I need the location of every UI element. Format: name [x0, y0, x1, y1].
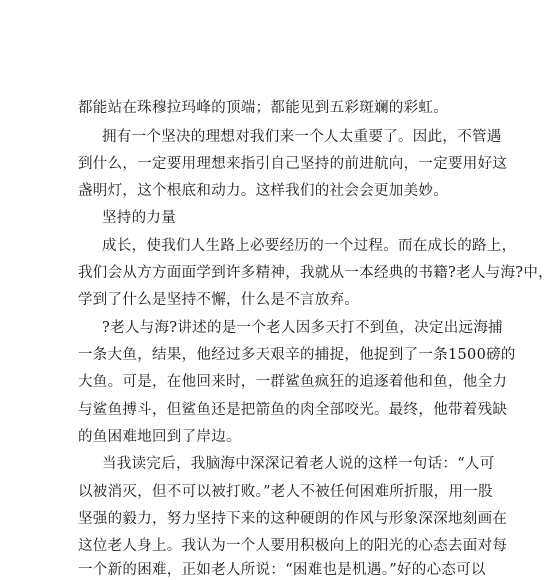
text-line: 的鱼困难地回到了岸边。	[78, 429, 241, 445]
text-line: 我们会从方方面面学到许多精神，我就从一本经典的书籍?老人与海?中，	[78, 265, 553, 281]
text-line: 都能站在珠穆拉玛峰的顶端；都能见到五彩斑斓的彩虹。	[78, 100, 448, 116]
text-line: 一条大鱼，结果，他经过多天艰辛的捕捉，他捉到了一条1500磅的	[78, 347, 516, 363]
text-line: 与鲨鱼搏斗，但鲨鱼还是把箭鱼的肉全部咬光。最终，他带着残缺	[78, 402, 508, 418]
text-line: 大鱼。可是，在他回来时，一群鲨鱼疯狂的追逐着他和鱼，他全力	[78, 374, 508, 390]
text-line: 以被消灭，但不可以被打败。”老人不被任何困难所折服，用一股	[78, 484, 493, 500]
text-line: 坚强的毅力，努力坚持下来的这种硬朗的作风与形象深深地刻画在	[78, 511, 508, 527]
text-line: 学到了什么是坚持不懈，什么是不言放弃。	[78, 292, 360, 308]
section-heading: 坚持的力量	[102, 210, 176, 226]
text-line: 当我读完后，我脑海中深深记着老人说的这样一句话：“人可	[102, 456, 495, 472]
text-line: ?老人与海?讲述的是一个老人因多天打不到鱼，决定出远海捕	[102, 320, 503, 336]
text-line: 盏明灯，这个根底和动力。这样我们的社会会更加美妙。	[78, 183, 448, 199]
text-line: 这位老人身上。我认为一个人要用积极向上的阳光的心态去面对每	[78, 538, 508, 554]
text-line: 一个新的困难，正如老人所说：“困难也是机遇。”好的心态可以	[78, 562, 486, 578]
text-line: 成长，使我们人生路上必要经历的一个过程。而在成长的路上，	[102, 238, 517, 254]
text-line: 到什么，一定要用理想来指引自己坚持的前进航向，一定要用好这	[78, 156, 508, 172]
text-line: 拥有一个坚决的理想对我们来一个人太重要了。因此，不管遇	[102, 129, 502, 145]
